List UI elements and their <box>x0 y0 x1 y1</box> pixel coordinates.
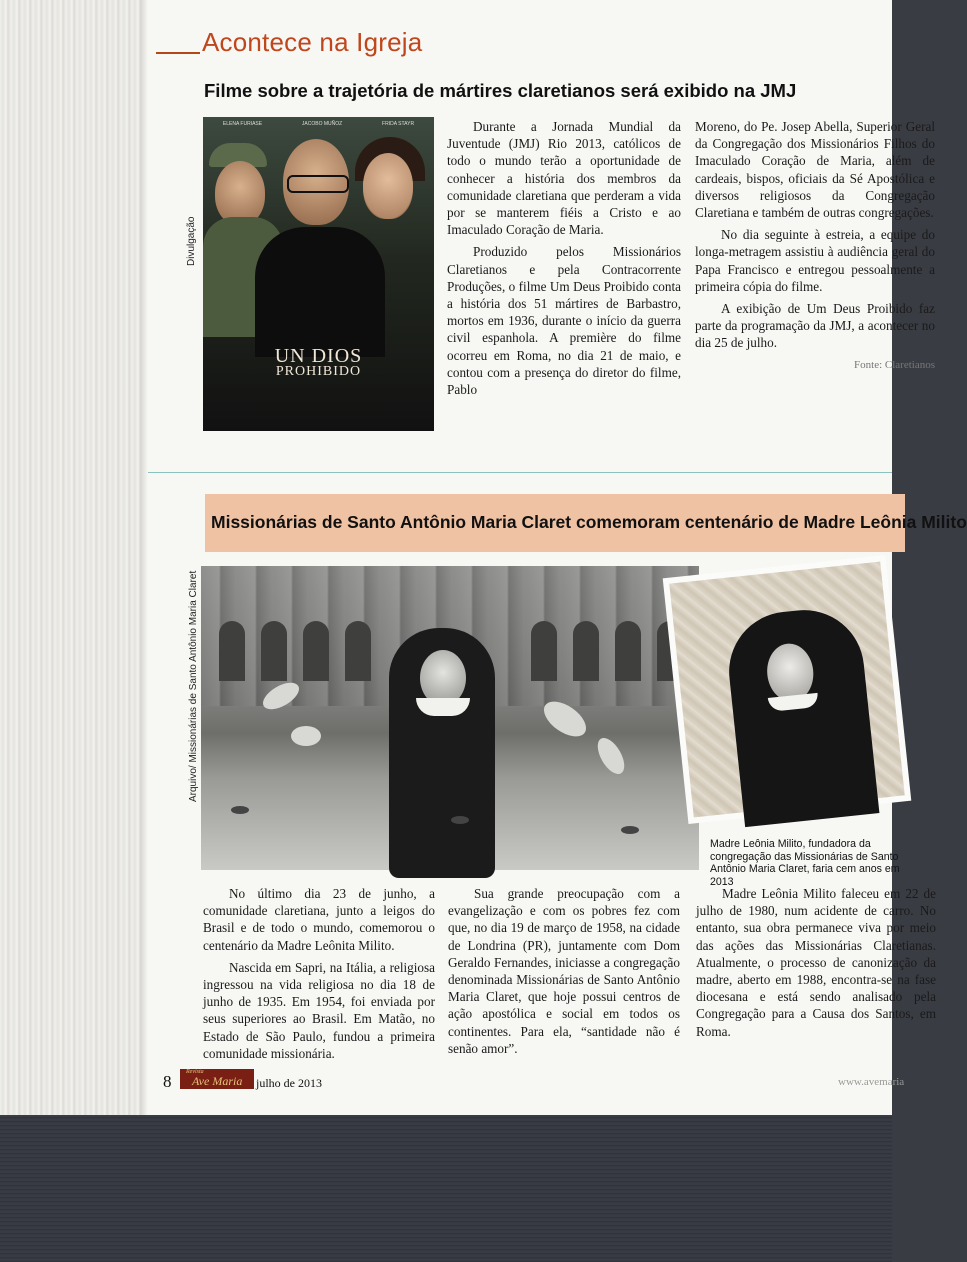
logo-name: Ave Maria <box>192 1074 243 1088</box>
article1-source: Fonte: Claretianos <box>854 358 935 371</box>
arch <box>573 621 599 681</box>
paragraph: No dia seguinte à estreia, a equipe do longa-metragem assistiu à audiência geral do Papa Francisco e entregou pessoalmente a primeira cópia do filme. <box>695 227 935 294</box>
scanner-background <box>0 1115 892 1262</box>
paragraph: No último dia 23 de junho, a comunidade claretiana, junto a leigos do Brasil e de todo o mundo, comemorou o centenário da Madre Leônita Milito. <box>203 886 435 953</box>
portrait-caption: Madre Leônia Milito, fundadora da congregação das Missionárias de Santo Antônio Maria Claret, faria cem anos em 2013 <box>710 838 900 888</box>
article2-column-3 <box>696 885 936 1045</box>
paragraph: Durante a Jornada Mundial da Juventude (JMJ) Rio 2013, católicos de todo o mundo terão a oportunidade de conhecer a história dos membros da comunidade claretiana que perderam a vida por se manterem fiéis a Cristo e ao Imaculado Coração de Maria. <box>447 119 681 238</box>
article1-headline: Filme sobre a trajetória de mártires claretianos será exibido na JMJ <box>204 80 797 101</box>
article1-column-2 <box>695 118 935 379</box>
poster-title-line2: PROHIBIDO <box>275 364 362 379</box>
madre-leonia-portrait-photo <box>669 562 904 818</box>
paragraph: A exibição de Um Deus Proibido faz parte da programação da JMJ, a acontecer no dia 25 de julho. <box>695 301 935 351</box>
poster-face-left <box>215 161 265 225</box>
issue-date: julho de 2013 <box>256 1076 322 1090</box>
pigeon <box>451 816 469 824</box>
magazine-page <box>148 0 967 1115</box>
article2-column-2 <box>448 885 680 1062</box>
priest-body <box>255 227 385 357</box>
article2-headline: Missionárias de Santo Antônio Maria Claret comemoram centenário de Madre Leônia Milito <box>211 512 967 532</box>
logo-small-text: Revista <box>186 1069 204 1075</box>
section-title: Acontece na Igreja <box>202 27 423 57</box>
poster-title <box>203 345 434 380</box>
arch <box>615 621 641 681</box>
article1-photo-credit: Divulgação <box>186 216 197 266</box>
article2-photo-credit: Arquivo/ Missionárias de Santo Antônio Maria Claret <box>188 570 199 802</box>
glasses <box>287 175 349 193</box>
arch <box>303 621 329 681</box>
article2-headline-banner <box>205 494 967 552</box>
paragraph: Nascida em Sapri, na Itália, a religiosa ingressou na vida religiosa no dia 18 de junho de 1935. Em 1954, foi enviada por seus superiores ao Brasil. Em Matão, no Estado de São Paulo, fundou a primeira comunidade missionária. <box>203 959 435 1061</box>
arch <box>345 621 371 681</box>
pigeon <box>621 826 639 834</box>
article2-column-1 <box>203 885 435 1067</box>
paragraph: Sua grande preocupação com a evangelização e com os pobres fez com que, no dia 19 de março de 1958, na cidade de Londrina (PR), juntamente com Dom Geraldo Fernandes, iniciasse a congregação denominada Missionárias de Santo Antônio Maria Claret, que hoje possui centros de ação apostólica e social em todos os continentes. Para ela, “santidade não é senão amor”. <box>448 886 680 1056</box>
poster-cast-name: FRIDA STAYR <box>382 121 415 127</box>
page-number: 8 <box>163 1072 172 1091</box>
film-poster-image <box>203 117 434 431</box>
paragraph: Madre Leônia Milito faleceu em 22 de julho de 1980, num acidente de carro. No entanto, sua obra permanece viva por meio das ações das Missionárias Claretianas. Atualmente, o processo de canonização da madre, aberto em 1988, encontra-se na fase diocesana e está sendo analisado pela Congregação para a Causa dos Santos, em Roma. <box>696 886 936 1039</box>
poster-cast-names <box>203 121 434 127</box>
arch <box>261 621 287 681</box>
nun-with-pigeons-photo <box>201 566 699 870</box>
section-divider <box>148 472 892 473</box>
pigeon <box>231 806 249 814</box>
pigeon <box>592 734 629 779</box>
arch <box>219 621 245 681</box>
article1-column-1 <box>447 118 681 403</box>
poster-cast-name: JACOBO MUÑOZ <box>301 121 343 127</box>
section-rule <box>156 52 200 54</box>
magazine-logo <box>180 1069 254 1089</box>
woman-face <box>363 153 413 219</box>
paragraph: Moreno, do Pe. Josep Abella, Superior Geral da Congregação dos Missionários Filhos do Imaculado Coração de Maria, além de cardeais, bispos, oficiais da Sé Apostólica e diversos religiosos da Congregação Claretiana e também de outras congregações. <box>695 119 935 221</box>
poster-cast-name: ELENA FURIASE <box>222 121 263 127</box>
page-stack-edges <box>0 0 150 1115</box>
pigeon <box>291 726 321 746</box>
magazine-url: www.avemaria <box>838 1076 905 1088</box>
paragraph: Produzido pelos Missionários Claretianos e pela Contracorrente Produções, o filme Um Deus Proibido conta a história dos 51 mártires de Barbastro, mortos em 1936, durante o início da guerra civil espanhola. A première do filme ocorreu em Roma, no dia 21 de maio, e contou com a presença do diretor do filme, Pablo <box>447 244 681 398</box>
poster-title-line1: UN DIOS <box>274 345 363 367</box>
arch <box>531 621 557 681</box>
